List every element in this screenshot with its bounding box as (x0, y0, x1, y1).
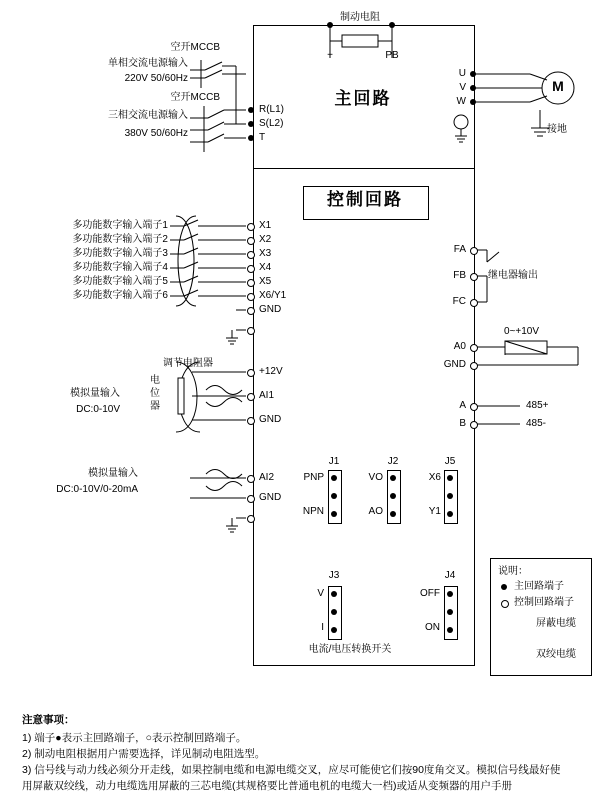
digital-input-label-6: 多功能数字输入端子6 (72, 290, 168, 301)
terminal-X5 (247, 279, 255, 287)
three-phase-label-2: 380V 50/60Hz (124, 128, 188, 139)
jumper-J4-pin-bottom (447, 627, 453, 633)
terminal-12V (247, 369, 255, 377)
jumper-J1-pin-mid (331, 493, 337, 499)
legend-item-main-terminal: 主回路端子 (514, 581, 564, 592)
terminal-label-A: A (459, 400, 466, 411)
brake-pb-label: PB (385, 50, 399, 61)
jumper-J5-pin-top (447, 475, 453, 481)
analog-input1-label-1: 模拟量输入 (70, 388, 120, 399)
terminal-shield-2 (247, 515, 255, 523)
jumper-J4-pin-top (447, 591, 453, 597)
terminal-AI1 (247, 393, 255, 401)
jumper-J3-pin-mid (331, 609, 337, 615)
terminal-label-X5: X5 (259, 276, 272, 287)
terminal-X1 (247, 223, 255, 231)
ao-range-label: 0~+10V (504, 326, 540, 337)
terminal-label-GND-1: GND (259, 304, 282, 315)
jumper-J4-bottom-label: ON (425, 622, 440, 633)
note-line-4: 用屏蔽双绞线，动力电缆选用屏蔽的三芯电缆(其规格要比普通电机的电缆大一档)或适从变频器的用户手册 (22, 780, 512, 792)
brake-resistor-label: 制动电阻 (340, 12, 380, 23)
control-circuit-title: 控制回路 (327, 190, 403, 209)
analog-input2-label-2: DC:0-10V/0-20mA (56, 484, 138, 495)
jumper-J2-pin-mid (390, 493, 396, 499)
legend-item-twisted-cable: 双绞电缆 (536, 649, 576, 660)
switch-caption: 电流/电压转换开关 (308, 644, 392, 655)
terminal-label-AI2: AI2 (259, 472, 275, 483)
jumper-J5-pin-bottom (447, 511, 453, 517)
jumper-J3-bottom-label: I (321, 622, 324, 633)
terminal-label-GND-2: GND (443, 359, 466, 370)
terminal-W (470, 99, 476, 105)
jumper-J5-bottom-label: Y1 (428, 506, 441, 517)
jumper-J5-pin-mid (447, 493, 453, 499)
terminal-A0 (470, 344, 478, 352)
rs485-minus-label: 485- (526, 418, 547, 429)
analog-input2-label-1: 模拟量输入 (88, 468, 138, 479)
jumper-J3-pin-bottom (331, 627, 337, 633)
analog-input1-label-2: DC:0-10V (76, 404, 120, 415)
terminal-FA (470, 247, 478, 255)
terminal-AI2 (247, 475, 255, 483)
digital-input-label-4: 多功能数字输入端子4 (72, 262, 168, 273)
legend-item-control-terminal: 控制回路端子 (514, 597, 574, 608)
jumper-J2-bottom-label: AO (368, 506, 383, 517)
terminal-label-B: B (459, 418, 466, 429)
terminal-FC (470, 299, 478, 307)
main-circuit-title: 主回路 (334, 89, 392, 108)
legend-item-shield-cable: 屏蔽电缆 (536, 618, 576, 629)
terminal-label-U: U (458, 68, 466, 79)
jumper-J5-name: J5 (444, 456, 456, 467)
terminal-U (470, 71, 476, 77)
terminal-GND-3 (247, 417, 255, 425)
jumper-J5-top-label: X6 (428, 472, 441, 483)
jumper-J4-top-label: OFF (420, 588, 440, 599)
mccb2-label: 空开MCCB (170, 92, 220, 103)
terminal-T (248, 135, 254, 141)
terminal-label-R: R(L1) (259, 104, 285, 115)
terminal-label-GND-4: GND (259, 492, 282, 503)
terminal-R (248, 107, 254, 113)
note-line-1: 1) 端子●表示主回路端子，○表示控制回路端子。 (22, 732, 247, 744)
terminal-label-X4: X4 (259, 262, 272, 273)
legend-title: 说明： (498, 566, 528, 577)
terminal-GND-1 (247, 307, 255, 315)
terminal-GND-4 (247, 495, 255, 503)
note-line-3: 3) 信号线与动力线必须分开走线，如果控制电缆和电源电缆交叉，应尽可能使它们按90度角交叉。模拟信号线最好使 (22, 764, 561, 776)
notes-title: 注意事项： (22, 714, 75, 726)
relay-output-label: 继电器输出 (488, 270, 538, 281)
jumper-J4-pin-mid (447, 609, 453, 615)
terminal-label-FA: FA (453, 244, 466, 255)
terminal-FB (470, 273, 478, 281)
terminal-label-12V: +12V (259, 366, 283, 377)
mccb1-label: 空开MCCB (170, 42, 220, 53)
terminal-B (470, 421, 478, 429)
terminal-X2 (247, 237, 255, 245)
terminal-label-AI1: AI1 (259, 390, 275, 401)
digital-input-label-5: 多功能数字输入端子5 (72, 276, 168, 287)
jumper-J2-name: J2 (387, 456, 399, 467)
pot-vertical-label: 电位器 (150, 375, 160, 412)
terminal-label-A0: A0 (453, 341, 466, 352)
terminal-V (470, 85, 476, 91)
terminal-label-X6Y1: X6/Y1 (259, 290, 287, 301)
jumper-J1-top-label: PNP (303, 472, 324, 483)
terminal-shield-1 (247, 327, 255, 335)
jumper-J4-name: J4 (444, 570, 456, 581)
jumper-J3-top-label: V (317, 588, 324, 599)
digital-input-label-1: 多功能数字输入端子1 (72, 220, 168, 231)
legend-main-terminal-symbol (501, 584, 507, 590)
digital-input-label-3: 多功能数字输入端子3 (72, 248, 168, 259)
terminal-label-GND-3: GND (259, 414, 282, 425)
terminal-A (470, 403, 478, 411)
terminal-X6Y1 (247, 293, 255, 301)
motor-label: M (552, 78, 564, 94)
jumper-J1-pin-top (331, 475, 337, 481)
terminal-label-W: W (456, 96, 466, 107)
digital-input-label-2: 多功能数字输入端子2 (72, 234, 168, 245)
jumper-J1-pin-bottom (331, 511, 337, 517)
terminal-label-FC: FC (452, 296, 466, 307)
notes-block (22, 712, 578, 794)
jumper-J1-bottom-label: NPN (302, 506, 324, 517)
jumper-J2-top-label: VO (368, 472, 383, 483)
brake-plus-label: + (327, 50, 333, 61)
terminal-label-S: S(L2) (259, 118, 284, 129)
jumper-J1-name: J1 (328, 456, 340, 467)
jumper-J3-name: J3 (328, 570, 340, 581)
legend-control-terminal-symbol (501, 600, 509, 608)
terminal-label-FB: FB (453, 270, 466, 281)
terminal-label-X1: X1 (259, 220, 272, 231)
single-phase-label-2: 220V 50/60Hz (124, 73, 188, 84)
terminal-S (248, 121, 254, 127)
pot-label: 调节电阻器 (163, 358, 213, 369)
terminal-X3 (247, 251, 255, 259)
terminal-GND-2 (470, 362, 478, 370)
terminal-label-X2: X2 (259, 234, 272, 245)
note-line-2: 2) 制动电阻根据用户需要选择，详见制动电阻选型。 (22, 748, 266, 760)
terminal-label-V: V (459, 82, 466, 93)
three-phase-label-1: 三相交流电源输入 (108, 110, 188, 121)
single-phase-label-1: 单相交流电源输入 (108, 58, 188, 69)
terminal-X4 (247, 265, 255, 273)
jumper-J2-pin-top (390, 475, 396, 481)
jumper-J2-pin-bottom (390, 511, 396, 517)
earth-label: 接地 (547, 124, 567, 135)
terminal-label-X3: X3 (259, 248, 272, 259)
terminal-label-T: T (259, 132, 266, 143)
rs485-plus-label: 485+ (526, 400, 549, 411)
jumper-J3-pin-top (331, 591, 337, 597)
